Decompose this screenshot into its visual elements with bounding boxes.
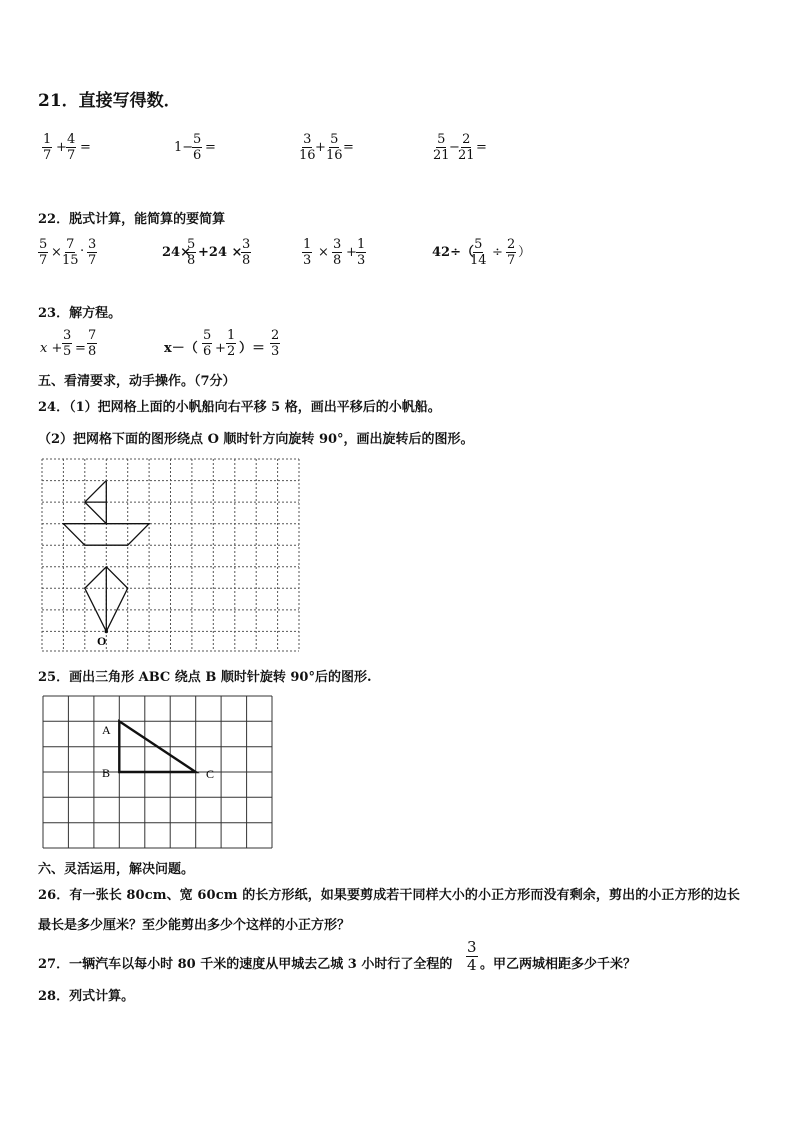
fraction: $\frac{2}{7}$ bbox=[507, 237, 516, 268]
q27-text-after: 。甲乙两城相距多少千米？ bbox=[480, 957, 637, 972]
q25-grid-figure bbox=[40, 694, 280, 852]
fraction: $\frac{3}{8}$ bbox=[333, 237, 342, 268]
fraction: $\frac{1}{3}$ bbox=[303, 237, 312, 268]
q27-text-before: 27．一辆汽车以每小时 80 千米的速度从甲城去乙城 3 小时行了全程的 bbox=[38, 957, 453, 972]
q26-line-2: 最长是多少厘米？至少能剪出多少个这样的小正方形？ bbox=[38, 918, 351, 933]
q24-line-2: （2）把网格下面的图形绕点 O 顺时针方向旋转 90°，画出旋转后的图形。 bbox=[38, 432, 474, 447]
fraction: $\frac{2}{3}$ bbox=[271, 328, 280, 359]
operator: × bbox=[318, 245, 329, 260]
section-6-heading: 六、灵活运用，解决问题。 bbox=[38, 862, 195, 877]
operator: ）＝ bbox=[239, 341, 266, 356]
operator: + bbox=[215, 341, 226, 356]
fraction: $\frac{5}{8}$ bbox=[187, 237, 196, 268]
q23-title: 23．解方程。 bbox=[38, 306, 122, 321]
equals-sign: = bbox=[476, 140, 487, 155]
q25-title: 25．画出三角形 ABC 绕点 B 顺时针旋转 90°后的图形. bbox=[38, 670, 372, 685]
fraction: $\frac{1}{7}$ bbox=[43, 132, 52, 163]
fraction: $\frac{5}{6}$ bbox=[193, 132, 202, 163]
q26-line-1: 26．有一张长 80cm、宽 60cm 的长方形纸，如果要剪成若干同样大小的小正方形而没有剩余，剪出的小正方形的边长 bbox=[38, 888, 740, 903]
fraction: $\frac{5}{14}$ bbox=[470, 237, 487, 268]
fraction: $\frac{5}{16}$ bbox=[326, 132, 343, 163]
vertex-c-label: C bbox=[206, 767, 215, 781]
fraction: $\frac{1}{3}$ bbox=[357, 237, 366, 268]
operand: x + bbox=[40, 341, 63, 356]
fraction: $\frac{3}{4}$ bbox=[467, 938, 477, 974]
section-5-heading: 五、看清要求，动手操作。（7分） bbox=[38, 374, 236, 389]
fraction: $\frac{2}{21}$ bbox=[458, 132, 475, 163]
fraction: $\frac{4}{7}$ bbox=[67, 132, 76, 163]
q28-title: 28．列式计算。 bbox=[38, 989, 135, 1004]
operator: − bbox=[449, 140, 460, 155]
q24-grid-figure bbox=[40, 456, 302, 656]
fraction: $\frac{3}{8}$ bbox=[242, 237, 251, 268]
fraction: $\frac{5}{6}$ bbox=[203, 328, 212, 359]
operator: +24 × bbox=[198, 245, 243, 260]
operator: + bbox=[346, 245, 357, 260]
fraction: $\frac{5}{21}$ bbox=[433, 132, 450, 163]
dotted-grid bbox=[42, 459, 299, 651]
fraction: $\frac{3}{16}$ bbox=[299, 132, 316, 163]
q21-title: 21．直接写得数． bbox=[38, 91, 181, 111]
operator: + bbox=[56, 140, 67, 155]
operand: 24× bbox=[162, 245, 191, 260]
kite-figure bbox=[85, 567, 128, 632]
operator: ） bbox=[518, 245, 532, 260]
equals-sign: = bbox=[80, 140, 91, 155]
operand: x－（ bbox=[164, 341, 198, 356]
equals-sign: = bbox=[205, 140, 216, 155]
fraction: $\frac{7}{15}$ bbox=[62, 237, 79, 268]
equals-sign: = bbox=[75, 341, 86, 356]
vertex-b-label: B bbox=[102, 766, 111, 780]
operand: 1− bbox=[174, 140, 194, 155]
point-o-marker bbox=[105, 630, 109, 634]
point-o-label: O bbox=[97, 634, 107, 648]
fraction: $\frac{3}{7}$ bbox=[88, 237, 97, 268]
operator: + bbox=[315, 140, 326, 155]
q24-line-1: 24．（1）把网格上面的小帆船向右平移 5 格，画出平移后的小帆船。 bbox=[38, 400, 441, 415]
vertex-a-label: A bbox=[102, 723, 111, 737]
operator: ÷ bbox=[492, 245, 503, 260]
fraction: $\frac{5}{7}$ bbox=[39, 237, 48, 268]
operand: 42÷（ bbox=[432, 245, 474, 260]
q22-title: 22．脱式计算，能简算的要简算 bbox=[38, 212, 226, 227]
operator: . bbox=[80, 240, 85, 255]
fraction: $\frac{1}{2}$ bbox=[227, 328, 236, 359]
fraction: $\frac{3}{5}$ bbox=[63, 328, 72, 359]
fraction: $\frac{7}{8}$ bbox=[88, 328, 97, 359]
equals-sign: = bbox=[343, 140, 354, 155]
operator: × bbox=[51, 245, 62, 260]
